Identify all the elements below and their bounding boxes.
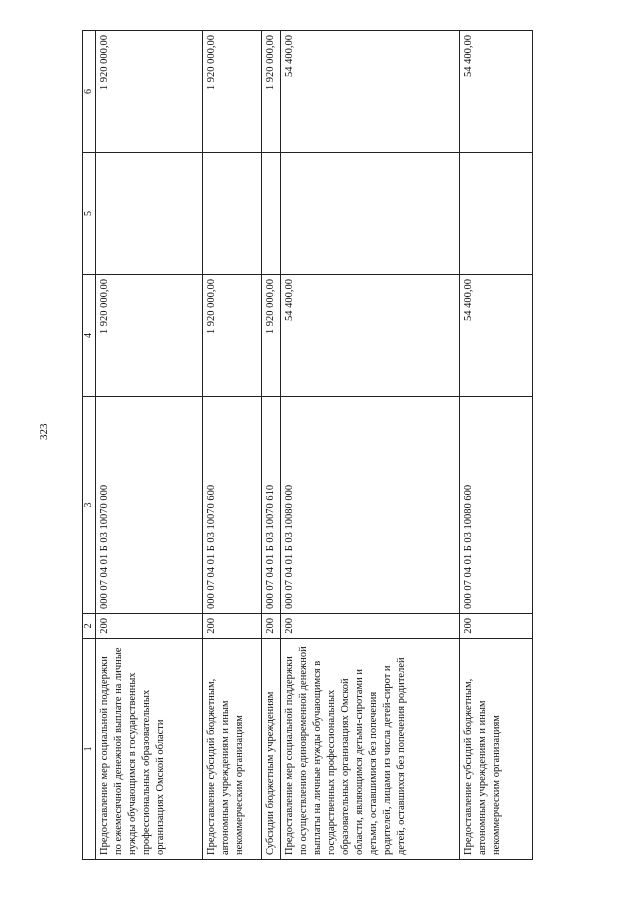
row-classification: 000 07 04 01 Б 03 10070 610 bbox=[262, 396, 281, 613]
row-name: Предоставление мер социальной поддержки по ежемесячной денежной выплате на личные нужды обучающимся в государственных профессиональных образовательных организациях Омской области bbox=[96, 638, 203, 859]
row-col6: 1 920 000,00 bbox=[203, 31, 262, 153]
row-code: 200 bbox=[281, 614, 460, 639]
header-cell: 1 bbox=[83, 638, 96, 859]
row-name: Предоставление мер социальной поддержки по осуществлению единовременной денежной выплаты на личные нужды обучающимся в государственных профессиональных образовательных организациях Омской области, являющимся детьми-сиротами и детьми, оставшимися без попечения родителей, лицами из числа детей-сирот и детей, оставшихся без попечения родителей bbox=[281, 638, 460, 859]
header-cell: 5 bbox=[83, 153, 96, 275]
table-row bbox=[460, 31, 533, 860]
table-row bbox=[96, 31, 203, 860]
row-code: 200 bbox=[203, 614, 262, 639]
row-code: 200 bbox=[96, 614, 203, 639]
table-row bbox=[203, 31, 262, 860]
row-col6: 54 400,00 bbox=[281, 31, 460, 153]
row-col5 bbox=[262, 153, 281, 275]
header-row bbox=[83, 31, 96, 860]
row-col5 bbox=[460, 153, 533, 275]
header-cell: 4 bbox=[83, 274, 96, 396]
rotated-table-wrapper bbox=[82, 30, 522, 860]
row-col4: 54 400,00 bbox=[281, 274, 460, 396]
row-classification: 000 07 04 01 Б 03 10080 000 bbox=[281, 396, 460, 613]
header-cell: 2 bbox=[83, 614, 96, 639]
row-col6: 1 920 000,00 bbox=[262, 31, 281, 153]
row-col4: 1 920 000,00 bbox=[96, 274, 203, 396]
row-col5 bbox=[281, 153, 460, 275]
row-name: Предоставление субсидий бюджетным, автономным учреждениям и иным некоммерческим организациям bbox=[203, 638, 262, 859]
budget-table bbox=[82, 30, 533, 860]
row-col5 bbox=[203, 153, 262, 275]
row-name: Предоставление субсидий бюджетным, автономным учреждениям и иным некоммерческим организациям bbox=[460, 638, 533, 859]
row-col4: 1 920 000,00 bbox=[262, 274, 281, 396]
row-classification: 000 07 04 01 Б 03 10080 600 bbox=[460, 396, 533, 613]
row-col4: 1 920 000,00 bbox=[203, 274, 262, 396]
row-code: 200 bbox=[460, 614, 533, 639]
row-classification: 000 07 04 01 Б 03 10070 000 bbox=[96, 396, 203, 613]
table-row bbox=[262, 31, 281, 860]
header-cell: 3 bbox=[83, 396, 96, 613]
row-col6: 1 920 000,00 bbox=[96, 31, 203, 153]
row-col5 bbox=[96, 153, 203, 275]
header-cell: 6 bbox=[83, 31, 96, 153]
row-classification: 000 07 04 01 Б 03 10070 600 bbox=[203, 396, 262, 613]
page-number: 323 bbox=[38, 423, 50, 440]
row-name: Субсидии бюджетным учреждениям bbox=[262, 638, 281, 859]
row-col4: 54 400,00 bbox=[460, 274, 533, 396]
row-code: 200 bbox=[262, 614, 281, 639]
table-row bbox=[281, 31, 460, 860]
row-col6: 54 400,00 bbox=[460, 31, 533, 153]
